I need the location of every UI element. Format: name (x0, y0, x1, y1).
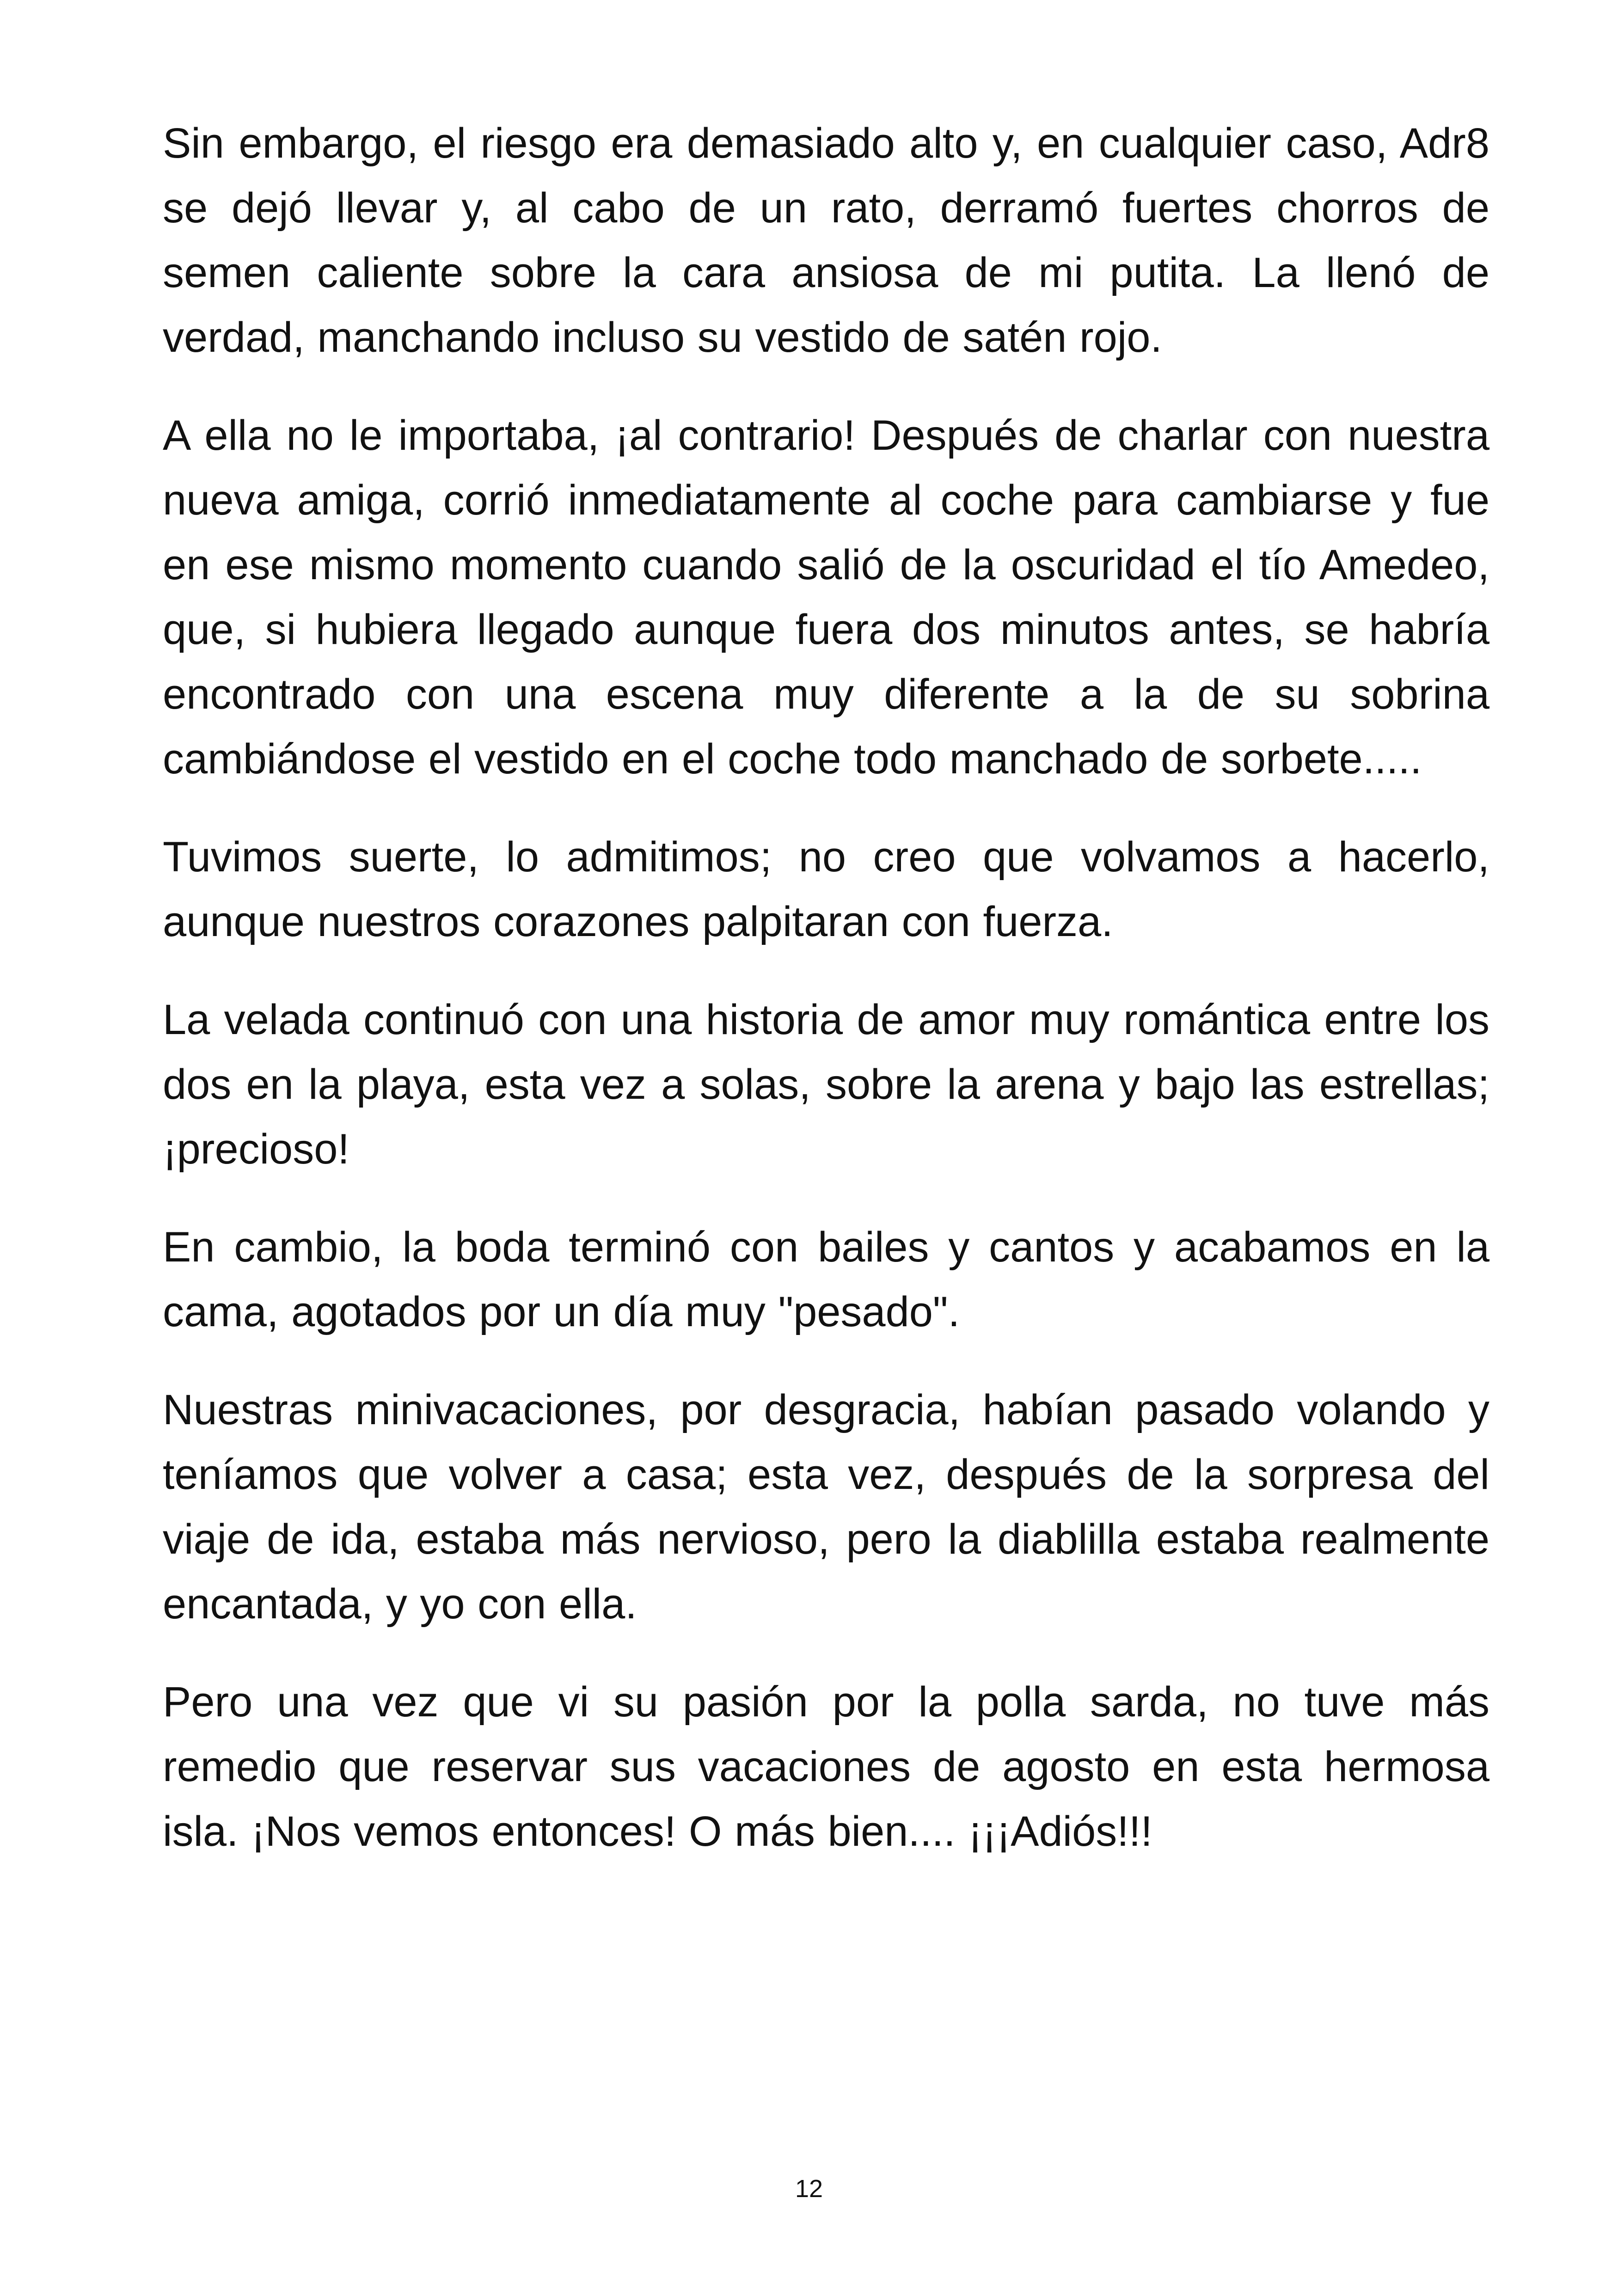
paragraph-6: Nuestras minivacaciones, por desgracia, habían pasado volando y teníamos que volver a casa; esta vez, después de la sorpresa del viaje de ida, estaba más nervioso, pero la diablilla estaba realmente encantada, y yo con ella. (163, 1386, 1489, 1628)
paragraph-2: A ella no le importaba, ¡al contrario! Después de charlar con nuestra nueva amiga, corrió inmediatamente al coche para cambiarse y fue en ese mismo momento cuando salió de la oscuridad el tío Amedeo, que, si hubiera llegado aunque fuera dos minutos antes, se habría encontrado con una escena muy diferente a la de su sobrina cambiándose el vestido en el coche todo manchado de sorbete..... (163, 412, 1489, 783)
paragraph-5: En cambio, la boda terminó con bailes y cantos y acabamos en la cama, agotados por un día muy "pesado". (163, 1224, 1489, 1335)
page-number: 12 (795, 2175, 823, 2203)
paragraph-3: Tuvimos suerte, lo admitimos; no creo que volvamos a hacerlo, aunque nuestros corazones palpitaran con fuerza. (163, 833, 1489, 945)
paragraph-7: Pero una vez que vi su pasión por la polla sarda, no tuve más remedio que reservar sus vacaciones de agosto en esta hermosa isla. ¡Nos vemos entonces! O más bien.... ¡¡¡Adiós!!! (163, 1678, 1489, 1855)
paragraph-4: La velada continuó con una historia de amor muy romántica entre los dos en la playa, esta vez a solas, sobre la arena y bajo las estrellas; ¡precioso! (163, 996, 1489, 1173)
body-text (163, 111, 1489, 1897)
paragraph-1: Sin embargo, el riesgo era demasiado alto y, en cualquier caso, Adr8 se dejó llevar y, al cabo de un rato, derramó fuertes chorros de semen caliente sobre la cara ansiosa de mi putita. La llenó de verdad, manchando incluso su vestido de satén rojo. (163, 120, 1489, 361)
